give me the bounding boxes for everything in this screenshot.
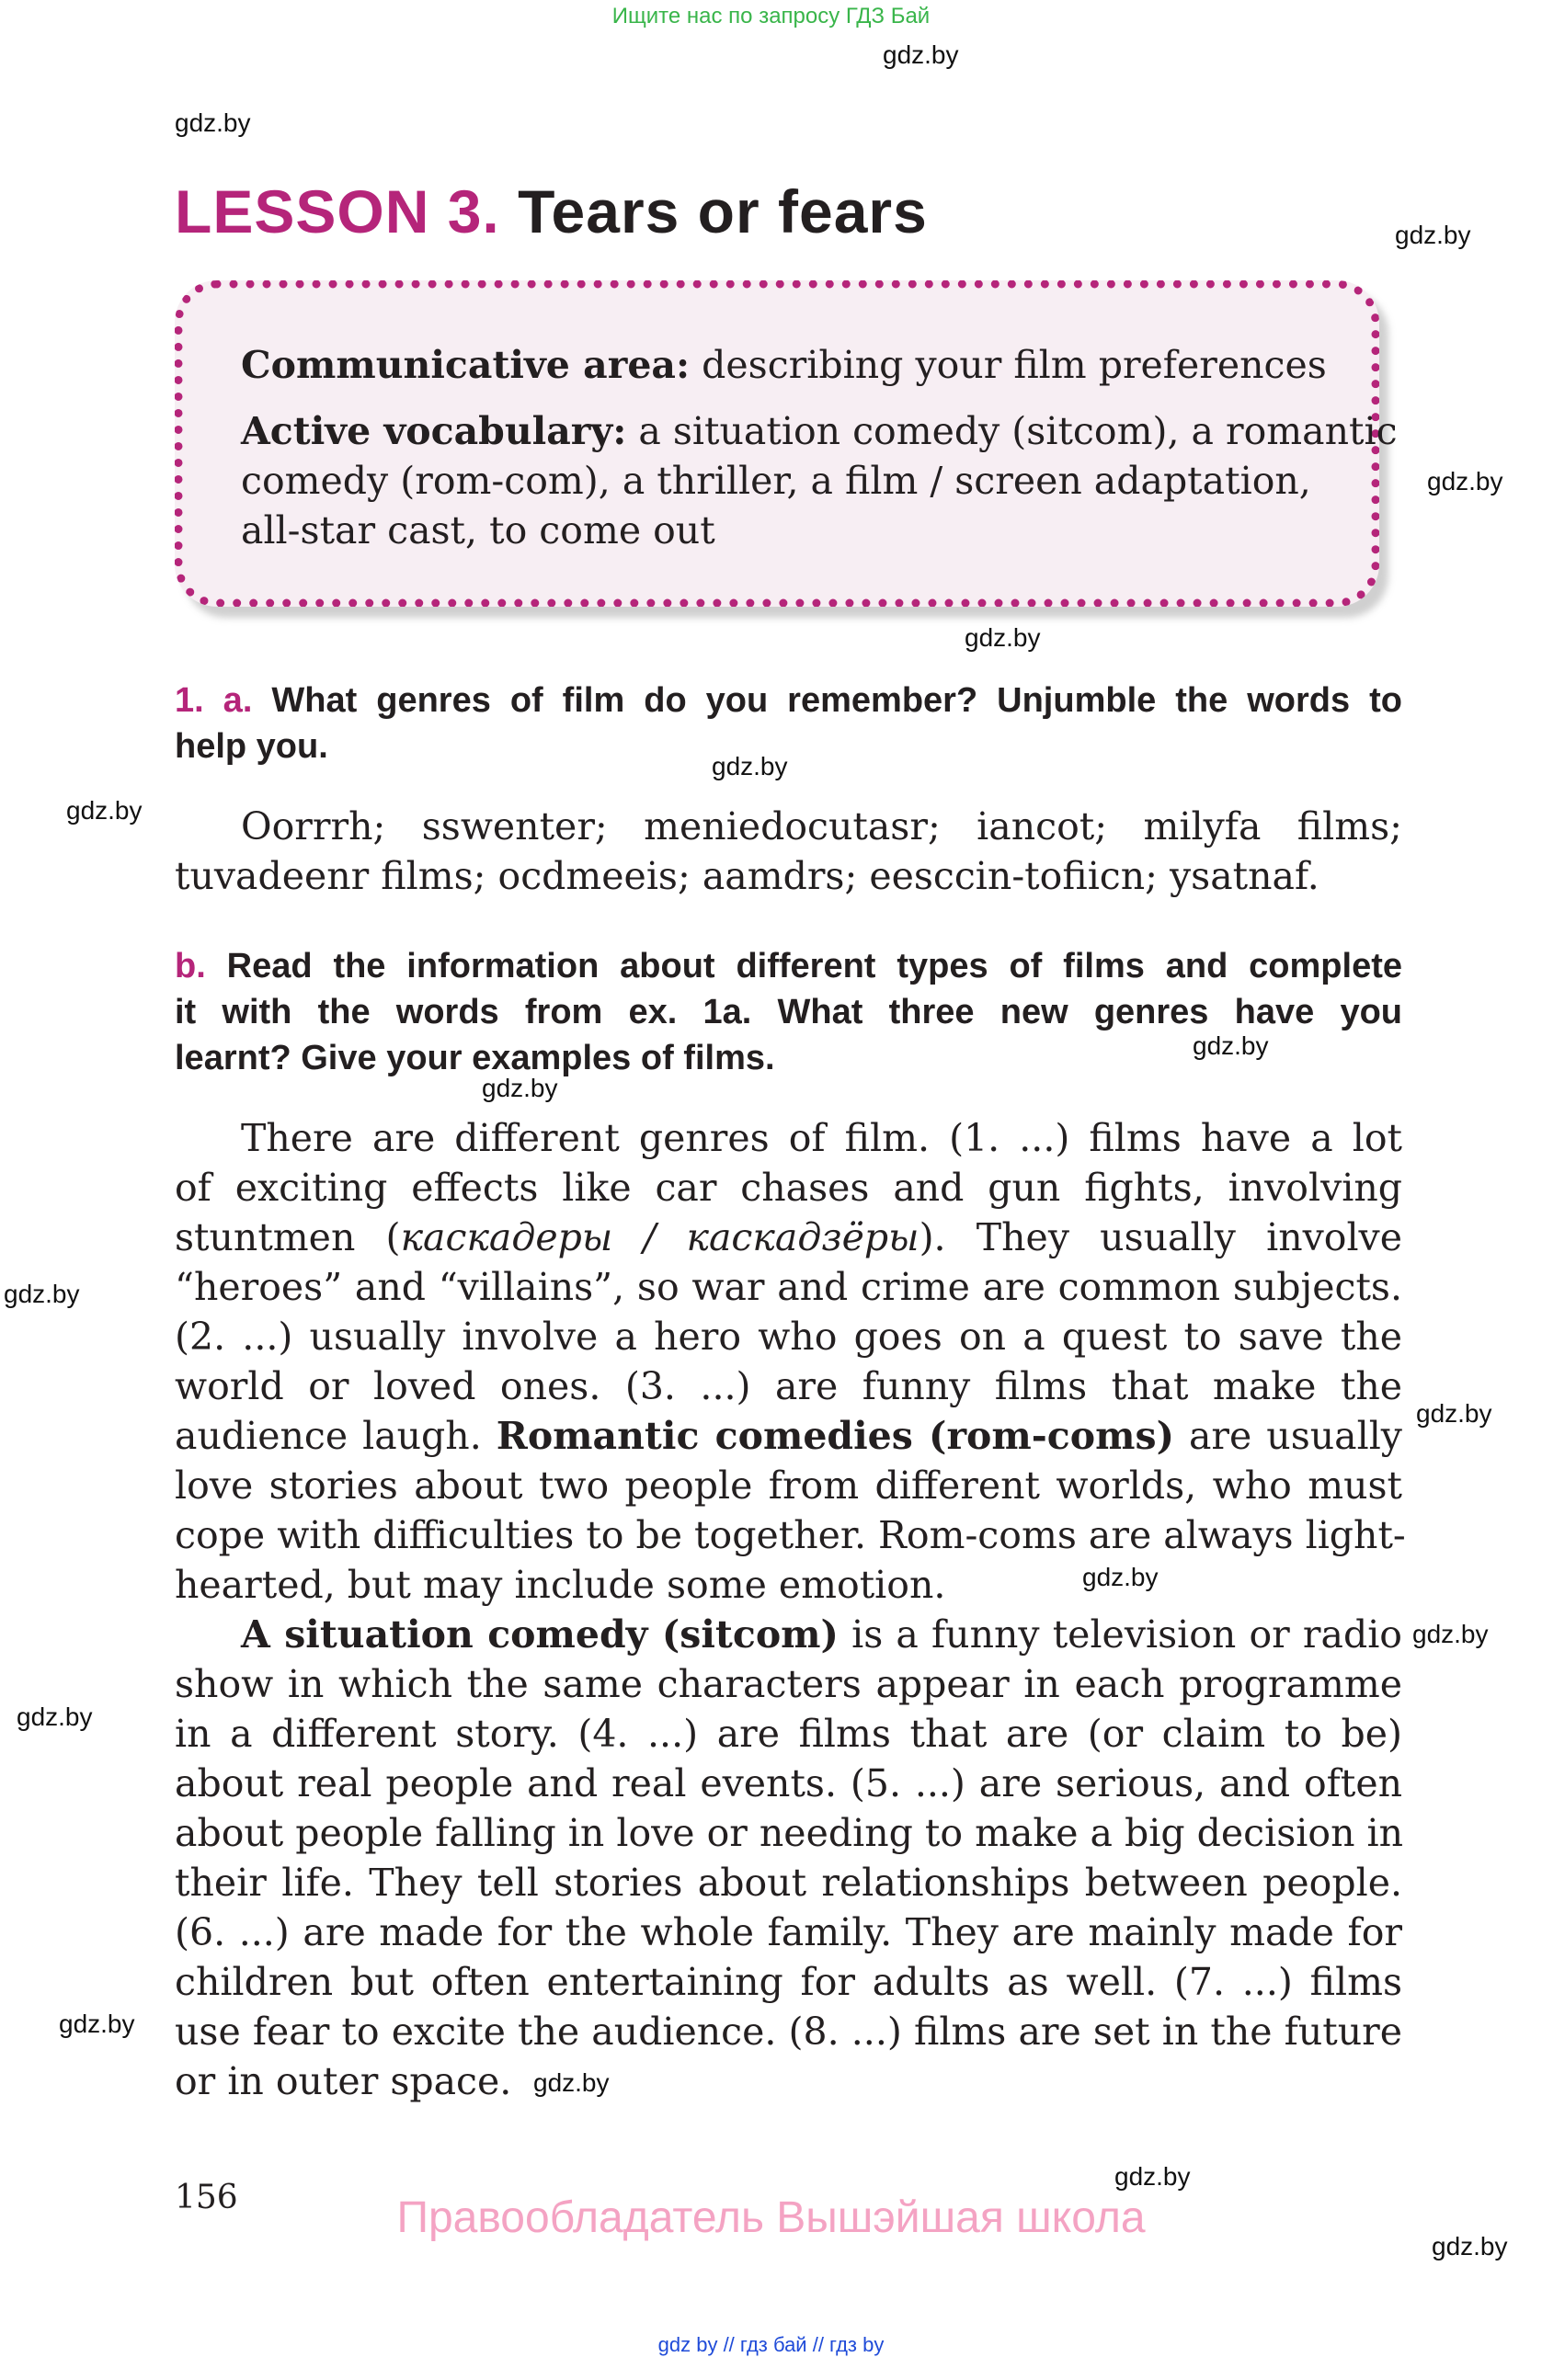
jumbled-words-line: Oorrrh; sswenter; meniedocutasr; iancot; milyfa films; bbox=[241, 804, 1402, 848]
exercise-1b-heading bbox=[175, 943, 1402, 1081]
communicative-area-label: Communicative area: bbox=[241, 343, 691, 387]
page-number: 156 bbox=[175, 2179, 238, 2216]
exercise-number: b. bbox=[175, 947, 206, 985]
text-line: show in which the same characters appear in each programme bbox=[175, 1662, 1402, 1706]
watermark: gdz.by bbox=[1427, 467, 1503, 495]
top-search-link[interactable]: Ищите нас по запросу ГДЗ Бай bbox=[611, 4, 931, 28]
watermark: gdz.by bbox=[965, 623, 1041, 652]
watermark: gdz.by bbox=[1395, 221, 1471, 249]
exercise-1a-heading bbox=[175, 678, 1402, 769]
exercise-instruction: What genres of film do you remember? Unjumble the words to bbox=[271, 681, 1402, 720]
text-line: about real people and real events. (5. ...) are serious, and often bbox=[175, 1761, 1402, 1805]
text-line: A situation comedy (sitcom) is a funny television or radio bbox=[241, 1612, 1402, 1657]
copyright-holder: Правообладатель Вышэйшая школа bbox=[396, 2193, 1146, 2242]
text-line: (2. ...) usually involve a hero who goes on a quest to save the bbox=[175, 1315, 1402, 1359]
watermark: gdz.by bbox=[17, 1702, 93, 1731]
text-line: or in outer space. bbox=[175, 2059, 512, 2103]
active-vocabulary-text: a situation comedy (sitcom), a romantic bbox=[638, 409, 1398, 453]
text-line: “heroes” and “villains”, so war and crime are common subjects. bbox=[175, 1265, 1402, 1309]
watermark: gdz.by bbox=[59, 2010, 135, 2038]
communicative-area-text: describing your film preferences bbox=[702, 343, 1327, 387]
lesson-title bbox=[175, 177, 928, 246]
watermark: gdz.by bbox=[1412, 1620, 1489, 1648]
watermark: gdz.by bbox=[712, 752, 788, 780]
text-line: use fear to excite the audience. (8. ...) films are set in the future bbox=[175, 2010, 1402, 2054]
text-line: their life. They tell stories about relationships between people. bbox=[175, 1861, 1402, 1905]
watermark: gdz.by bbox=[175, 108, 251, 137]
text-line: There are different genres of film. (1. ...) films have a lot bbox=[241, 1116, 1402, 1160]
watermark: gdz.by bbox=[533, 2068, 610, 2097]
watermark: gdz.by bbox=[1114, 2162, 1191, 2191]
text-line: stuntmen (каскадеры / каскадзёры). They usually involve bbox=[175, 1215, 1402, 1259]
text-line: in a different story. (4. ...) are films that are (or claim to be) bbox=[175, 1712, 1402, 1756]
reading-text bbox=[175, 1113, 1406, 2106]
text-line: world or loved ones. (3. ...) are funny films that make the bbox=[175, 1364, 1402, 1408]
watermark: gdz.by bbox=[1432, 2232, 1508, 2260]
watermark: gdz.by bbox=[66, 796, 143, 825]
text-line: audience laugh. Romantic comedies (rom-coms) are usually bbox=[175, 1414, 1402, 1458]
communicative-area bbox=[241, 340, 1327, 390]
watermark: gdz.by bbox=[1082, 1563, 1159, 1591]
bold-term: A situation comedy (sitcom) bbox=[241, 1612, 839, 1657]
text-line: hearted, but may include some emotion. bbox=[175, 1563, 946, 1607]
watermark: gdz.by bbox=[4, 1280, 80, 1308]
active-vocabulary-line: comedy (rom-com), a thriller, a film / screen adaptation, bbox=[241, 459, 1311, 503]
exercise-instruction: Read the information about different types of films and complete bbox=[226, 947, 1402, 985]
watermark: gdz.by bbox=[883, 40, 959, 69]
watermark: gdz.by bbox=[482, 1074, 558, 1102]
text-line: about people falling in love or needing to make a big decision in bbox=[175, 1811, 1404, 1855]
lesson-number: LESSON 3. bbox=[175, 177, 500, 245]
text-line: of exciting effects like car chases and gun fights, involving bbox=[175, 1166, 1402, 1210]
watermark: gdz.by bbox=[1416, 1399, 1492, 1428]
exercise-instruction: help you. bbox=[175, 727, 328, 766]
jumbled-words-line: tuvadeenr films; ocdmeeis; aamdrs; eesccin-tofiicn; ysatnaf. bbox=[175, 854, 1319, 898]
jumbled-words bbox=[175, 802, 1402, 901]
active-vocabulary-label: Active vocabulary: bbox=[241, 409, 627, 453]
text-line: (6. ...) are made for the whole family. They are mainly made for bbox=[175, 1910, 1402, 1954]
text-line: cope with difficulties to be together. Rom-coms are always light- bbox=[175, 1513, 1406, 1557]
watermark: gdz.by bbox=[1193, 1031, 1269, 1060]
text-line: love stories about two people from different worlds, who must bbox=[175, 1463, 1402, 1508]
exercise-instruction: learnt? Give your examples of films. bbox=[175, 1039, 775, 1077]
translation-italic: каскадеры / каскадзёры bbox=[400, 1215, 919, 1259]
active-vocabulary bbox=[241, 406, 1398, 456]
exercise-number: 1. a. bbox=[175, 681, 253, 720]
footer-links[interactable]: gdz by // гдз бай // гдз by bbox=[657, 2333, 885, 2356]
active-vocabulary-line: all-star cast, to come out bbox=[241, 508, 715, 552]
bold-term: Romantic comedies (rom-coms) bbox=[496, 1414, 1174, 1458]
exercise-instruction: it with the words from ex. 1a. What three new genres have you bbox=[175, 993, 1402, 1031]
lesson-name: Tears or fears bbox=[518, 177, 928, 245]
text-line: children but often entertaining for adults as well. (7. ...) films bbox=[175, 1960, 1402, 2004]
